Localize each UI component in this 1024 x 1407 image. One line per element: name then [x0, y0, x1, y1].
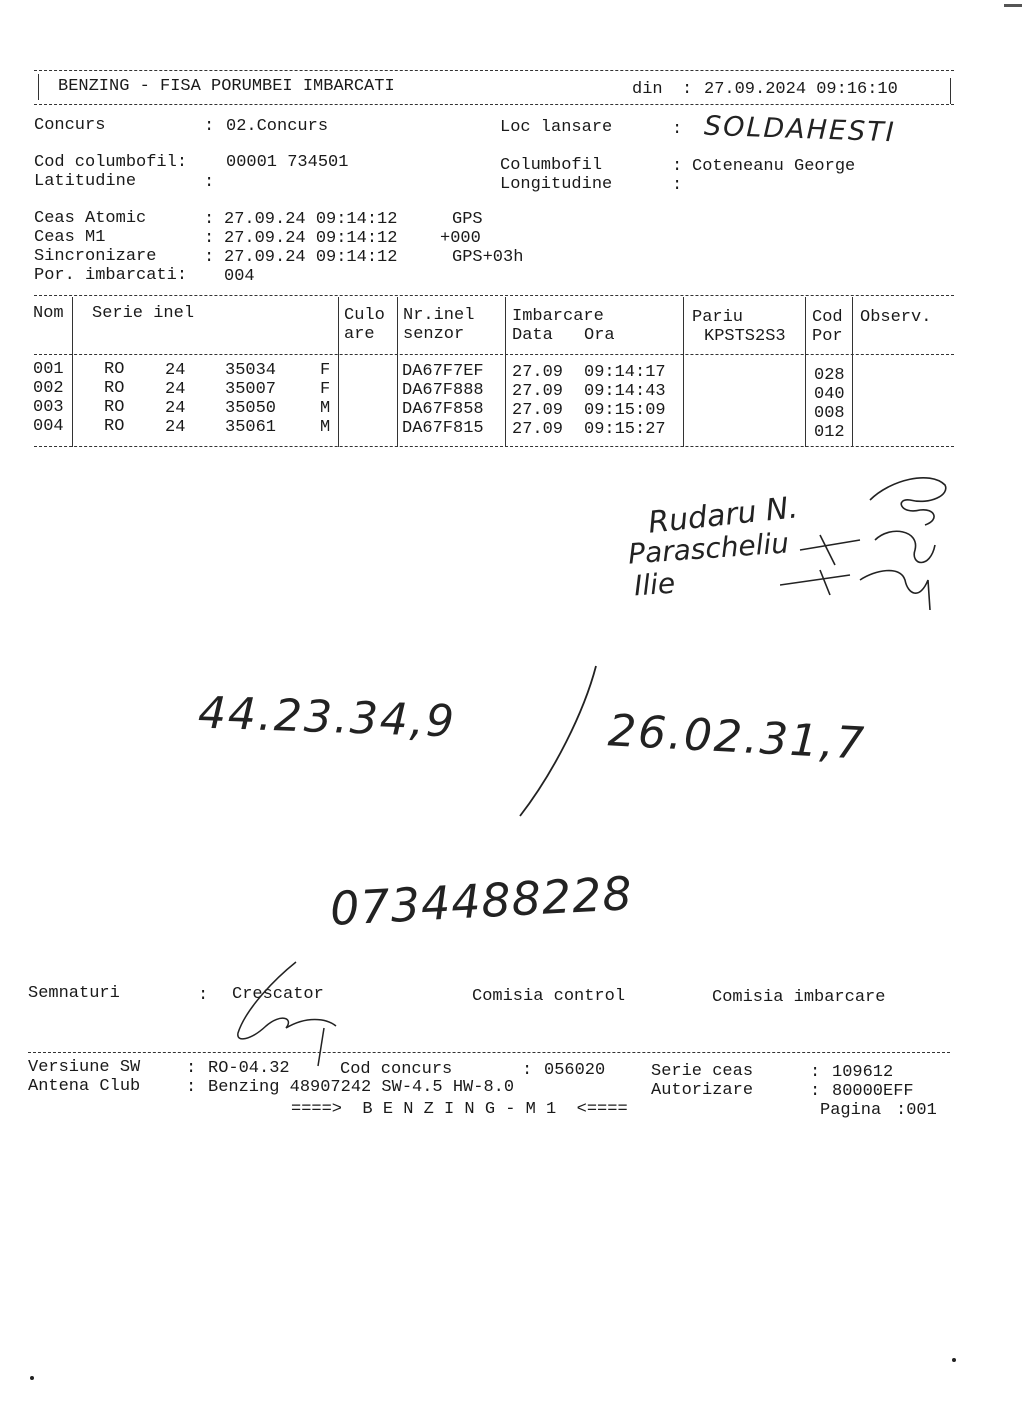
- pagina-value: :001: [896, 1101, 937, 1120]
- loc-lansare-colon: :: [672, 120, 683, 139]
- col-sep-serie: [338, 297, 339, 447]
- scan-speck: [952, 1358, 956, 1362]
- footer-top-rule: [28, 1052, 950, 1053]
- cod-concurs-value: 056020: [544, 1061, 606, 1080]
- header-ora: Ora: [584, 326, 615, 345]
- commission-name-3: Ilie: [632, 566, 677, 603]
- latitude-label: Latitudine: [34, 172, 137, 191]
- row-date: 27.09: [512, 420, 564, 439]
- sincronizare-label: Sincronizare: [34, 247, 157, 266]
- col-sep-culoare: [397, 297, 398, 447]
- longitude-colon: :: [672, 176, 683, 195]
- concurs-value: 02.Concurs: [226, 117, 329, 136]
- loc-lansare-value: SOLDAHESTI: [703, 110, 897, 149]
- header-pariu-1: Pariu: [692, 308, 744, 327]
- ceas-m1-value: 27.09.24 09:14:12: [224, 229, 398, 248]
- row-year: 24: [165, 399, 186, 418]
- benzing-banner: ====> B E N Z I N G - M 1 <====: [291, 1100, 628, 1119]
- ceas-m1-colon: :: [204, 229, 215, 248]
- row-cod: 012: [814, 423, 845, 442]
- serie-ceas-label: Serie ceas: [651, 1062, 754, 1081]
- row-sensor: DA67F888: [402, 381, 484, 400]
- row-year: 24: [165, 380, 186, 399]
- autorizare-value: 80000EFF: [832, 1082, 914, 1101]
- cod-concurs-colon: :: [522, 1061, 533, 1080]
- header-nom: Nom: [33, 304, 64, 323]
- row-ring: 35061: [225, 418, 277, 437]
- signature-scribbles: [780, 470, 960, 620]
- comisia-imbarcare-label: Comisia imbarcare: [712, 988, 886, 1007]
- row-country: RO: [104, 417, 125, 436]
- ceas-m1-suffix: +000: [440, 229, 481, 248]
- row-sex: M: [320, 399, 331, 418]
- row-ring: 35007: [225, 380, 277, 399]
- ceas-atomic-suffix: GPS: [452, 210, 483, 229]
- serie-ceas-colon: :: [810, 1063, 821, 1082]
- header-culoare-2: are: [344, 325, 375, 344]
- row-sex: F: [320, 380, 331, 399]
- header-nrinel-1: Nr.inel: [403, 306, 475, 325]
- header-culoare-1: Culo: [344, 306, 385, 325]
- row-time: 09:14:17: [584, 363, 666, 382]
- row-sensor: DA67F858: [402, 400, 484, 419]
- header-top-rule: [34, 70, 954, 71]
- crescator-label: Crescator: [232, 985, 324, 1004]
- cod-columbofil-value: 00001 734501: [226, 153, 349, 172]
- ceas-atomic-colon: :: [204, 210, 215, 229]
- commission-name-1: Rudaru N.: [646, 490, 800, 541]
- longitude-handwritten: 26.02.31,7: [606, 705, 868, 770]
- header-observ: Observ.: [860, 308, 932, 327]
- date-colon: :: [682, 80, 693, 99]
- concurs-label: Concurs: [34, 116, 106, 135]
- row-sensor: DA67F7EF: [402, 362, 484, 381]
- col-sep-pariu: [805, 297, 806, 447]
- phone-number: 0734488228: [328, 866, 634, 936]
- comisia-control-label: Comisia control: [472, 987, 626, 1006]
- row-year: 24: [165, 418, 186, 437]
- signatures-label: Semnaturi: [28, 984, 120, 1003]
- row-sex: M: [320, 418, 331, 437]
- row-nom: 004: [33, 417, 64, 436]
- latitude-colon: :: [204, 173, 215, 192]
- versiune-sw-label: Versiune SW: [28, 1058, 141, 1077]
- header-bottom-rule: [34, 104, 954, 105]
- row-nom: 001: [33, 360, 64, 379]
- row-ring: 35050: [225, 399, 277, 418]
- porumbei-imbarcati-label: Por. imbarcati:: [34, 266, 188, 285]
- ceas-atomic-label: Ceas Atomic: [34, 209, 147, 228]
- col-sep-cod: [852, 297, 853, 447]
- table-bottom-rule: [34, 446, 954, 447]
- col-sep-nrinel: [505, 297, 506, 447]
- serie-ceas-value: 109612: [832, 1063, 894, 1082]
- row-nom: 003: [33, 398, 64, 417]
- row-cod: 028: [814, 366, 845, 385]
- row-year: 24: [165, 361, 186, 380]
- date-value: 27.09.2024 09:16:10: [704, 80, 898, 99]
- ceas-atomic-value: 27.09.24 09:14:12: [224, 210, 398, 229]
- row-country: RO: [104, 398, 125, 417]
- columbofil-value: Coteneanu George: [692, 157, 856, 176]
- latitude-handwritten: 44.23.34,9: [197, 687, 457, 748]
- header-imbarcare: Imbarcare: [512, 307, 604, 326]
- header-data: Data: [512, 326, 553, 345]
- row-date: 27.09: [512, 382, 564, 401]
- sincronizare-value: 27.09.24 09:14:12: [224, 248, 398, 267]
- header-right-border: [950, 78, 951, 104]
- signatures-colon: :: [198, 986, 209, 1005]
- row-time: 09:15:09: [584, 401, 666, 420]
- versiune-sw-colon: :: [186, 1059, 197, 1078]
- table-top-rule: [34, 295, 954, 296]
- header-pariu-2: KPSTS2S3: [704, 327, 786, 346]
- sincronizare-suffix: GPS+03h: [452, 248, 524, 267]
- header-serie-inel: Serie inel: [92, 304, 195, 323]
- row-cod: 040: [814, 385, 845, 404]
- pagina-label: Pagina: [820, 1101, 882, 1120]
- row-time: 09:15:27: [584, 420, 666, 439]
- row-ring: 35034: [225, 361, 277, 380]
- date-label: din: [632, 80, 663, 99]
- autorizare-label: Autorizare: [651, 1081, 754, 1100]
- versiune-sw-value: RO-04.32: [208, 1059, 290, 1078]
- row-nom: 002: [33, 379, 64, 398]
- header-cod-2: Por: [812, 327, 843, 346]
- row-sex: F: [320, 361, 331, 380]
- scan-speck: [30, 1376, 34, 1380]
- concurs-colon: :: [204, 117, 215, 136]
- row-sensor: DA67F815: [402, 419, 484, 438]
- coordinate-divider: [514, 662, 604, 822]
- sincronizare-colon: :: [204, 248, 215, 267]
- cod-columbofil-label: Cod columbofil:: [34, 153, 188, 172]
- row-country: RO: [104, 379, 125, 398]
- row-date: 27.09: [512, 363, 564, 382]
- porumbei-imbarcati-value: 004: [224, 267, 255, 286]
- col-sep-nom: [72, 297, 73, 447]
- header-left-border: [38, 74, 39, 100]
- header-nrinel-2: senzor: [403, 325, 465, 344]
- col-sep-imbarcare: [683, 297, 684, 447]
- scan-speck: [1004, 4, 1022, 7]
- header-cod-1: Cod: [812, 308, 843, 327]
- row-cod: 008: [814, 404, 845, 423]
- loc-lansare-label: Loc lansare: [500, 118, 613, 137]
- commission-name-2: Parascheliu: [627, 526, 790, 571]
- antena-club-value: Benzing 48907242 SW-4.5 HW-8.0: [208, 1078, 515, 1097]
- longitude-label: Longitudine: [500, 175, 613, 194]
- row-date: 27.09: [512, 401, 564, 420]
- antena-club-colon: :: [186, 1078, 197, 1097]
- table-header-rule: [34, 354, 954, 355]
- document-title: BENZING - FISA PORUMBEI IMBARCATI: [58, 77, 395, 96]
- autorizare-colon: :: [810, 1082, 821, 1101]
- antena-club-label: Antena Club: [28, 1077, 141, 1096]
- columbofil-label: Columbofil: [500, 156, 603, 175]
- row-time: 09:14:43: [584, 382, 666, 401]
- columbofil-colon: :: [672, 157, 683, 176]
- cod-concurs-label: Cod concurs: [340, 1060, 453, 1079]
- ceas-m1-label: Ceas M1: [34, 228, 106, 247]
- row-country: RO: [104, 360, 125, 379]
